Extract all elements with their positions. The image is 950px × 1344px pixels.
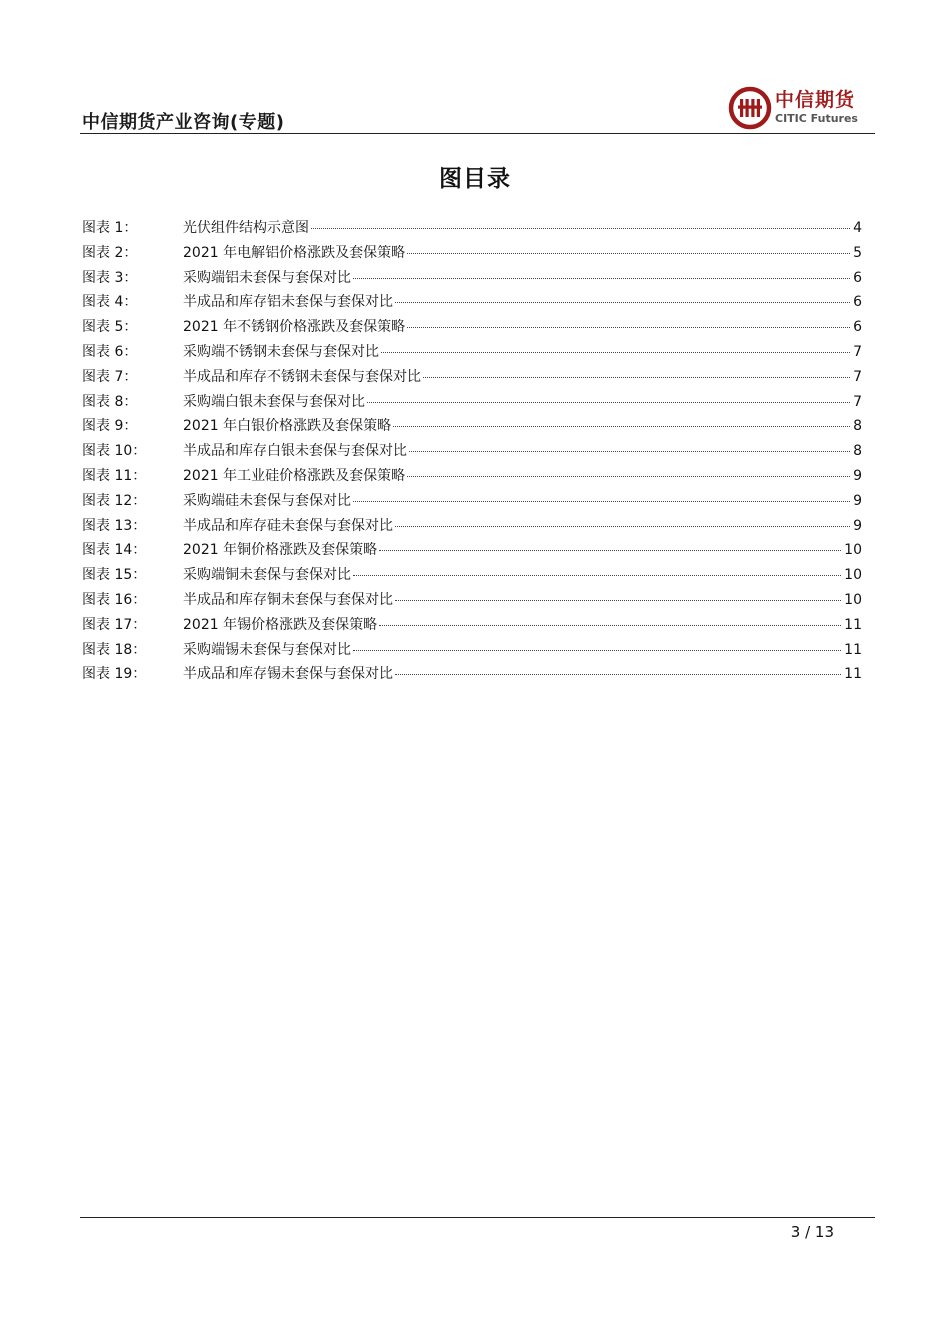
toc-entry[interactable] <box>82 340 862 365</box>
toc-entry-number: 图表 16： <box>82 591 147 608</box>
dot-leader <box>395 674 841 675</box>
header-divider <box>80 133 875 134</box>
dot-leader <box>395 526 850 527</box>
toc-entry-number: 图表 7： <box>82 368 138 385</box>
dot-leader <box>379 550 841 551</box>
toc-entry-title: 采购端铜未套保与套保对比 <box>183 567 351 584</box>
toc-entry[interactable] <box>82 489 862 514</box>
toc-entry-page: 11 <box>844 641 862 658</box>
toc-entry-title: 半成品和库存白银未套保与套保对比 <box>183 443 407 460</box>
toc-entry-title: 2021 年白银价格涨跌及套保策略 <box>183 418 392 435</box>
page-number: 3 / 13 <box>790 1223 834 1241</box>
figure-index-title: 图目录 <box>439 166 511 192</box>
toc-entry-page: 10 <box>844 567 862 584</box>
toc-entry-number: 图表 9： <box>82 418 138 435</box>
toc-entry-title: 2021 年锡价格涨跌及套保策略 <box>183 616 378 633</box>
dot-leader <box>407 476 850 477</box>
logo-english-name: CITIC Futures <box>775 112 858 125</box>
toc-entry-number: 图表 2： <box>82 244 138 261</box>
dot-leader <box>381 352 850 353</box>
toc-entry[interactable] <box>82 315 862 340</box>
dot-leader <box>395 600 841 601</box>
toc-entry-title: 采购端锡未套保与套保对比 <box>183 641 351 658</box>
toc-entry[interactable] <box>82 241 862 266</box>
toc-entry[interactable] <box>82 390 862 415</box>
toc-entry[interactable] <box>82 216 862 241</box>
toc-entry-number: 图表 3： <box>82 269 138 286</box>
toc-entry-title: 半成品和库存硅未套保与套保对比 <box>183 517 393 534</box>
toc-entry-page: 6 <box>853 269 862 286</box>
toc-entry-number: 图表 4： <box>82 294 138 311</box>
toc-entry-title: 半成品和库存铝未套保与套保对比 <box>183 294 393 311</box>
toc-entry-title: 采购端白银未套保与套保对比 <box>183 393 365 410</box>
toc-entry-page: 7 <box>853 393 862 410</box>
toc-entry[interactable] <box>82 290 862 315</box>
toc-entry-title: 采购端不锈钢未套保与套保对比 <box>183 343 379 360</box>
dot-leader <box>353 501 850 502</box>
toc-entry[interactable] <box>82 538 862 563</box>
toc-entry-number: 图表 11： <box>82 467 147 484</box>
toc-entry[interactable] <box>82 563 862 588</box>
toc-entry-title: 光伏组件结构示意图 <box>183 220 309 236</box>
toc-entry-page: 6 <box>853 294 862 311</box>
dot-leader <box>393 426 850 427</box>
toc-entry-number: 图表 5： <box>82 319 138 336</box>
toc-entry-title: 半成品和库存铜未套保与套保对比 <box>183 591 393 608</box>
toc-entry-page: 4 <box>853 220 862 236</box>
toc-entry-page: 7 <box>853 368 862 385</box>
toc-entry-title: 半成品和库存不锈钢未套保与套保对比 <box>183 368 421 385</box>
toc-entry[interactable] <box>82 464 862 489</box>
dot-leader <box>407 327 850 328</box>
toc-entry-number: 图表 19： <box>82 666 147 683</box>
toc-entry-page: 6 <box>853 319 862 336</box>
toc-entry[interactable] <box>82 514 862 539</box>
toc-entry-page: 5 <box>853 244 862 261</box>
toc-entry-number: 图表 13： <box>82 517 147 534</box>
figure-index-list <box>82 216 862 687</box>
toc-entry-number: 图表 1： <box>82 220 138 236</box>
toc-entry-number: 图表 18： <box>82 641 147 658</box>
dot-leader <box>395 302 850 303</box>
dot-leader <box>311 228 850 229</box>
toc-entry-page: 10 <box>844 542 862 559</box>
toc-entry-title: 采购端铝未套保与套保对比 <box>183 269 351 286</box>
toc-entry-title: 2021 年工业硅价格涨跌及套保策略 <box>183 467 406 484</box>
toc-entry[interactable] <box>82 613 862 638</box>
dot-leader <box>353 278 850 279</box>
toc-entry-number: 图表 12： <box>82 492 147 509</box>
toc-entry[interactable] <box>82 588 862 613</box>
toc-entry-title: 2021 年铜价格涨跌及套保策略 <box>183 542 378 559</box>
toc-entry-title: 采购端硅未套保与套保对比 <box>183 492 351 509</box>
logo-chinese-name: 中信期货 <box>775 89 856 111</box>
toc-entry[interactable] <box>82 638 862 663</box>
dot-leader <box>409 451 850 452</box>
toc-entry-number: 图表 10： <box>82 443 147 460</box>
toc-entry-number: 图表 17： <box>82 616 147 633</box>
page-header <box>0 0 950 140</box>
toc-entry-title: 2021 年电解铝价格涨跌及套保策略 <box>183 244 406 261</box>
dot-leader <box>423 377 850 378</box>
toc-entry-page: 8 <box>853 418 862 435</box>
toc-entry[interactable] <box>82 414 862 439</box>
toc-entry[interactable] <box>82 266 862 291</box>
dot-leader <box>379 625 841 626</box>
toc-entry-page: 10 <box>844 591 862 608</box>
toc-entry-number: 图表 6： <box>82 343 138 360</box>
toc-entry-page: 9 <box>853 492 862 509</box>
toc-entry[interactable] <box>82 662 862 687</box>
toc-entry-number: 图表 15： <box>82 567 147 584</box>
dot-leader <box>367 402 850 403</box>
citic-logo-icon <box>728 86 772 130</box>
toc-entry-page: 11 <box>844 616 862 633</box>
dot-leader <box>353 650 841 651</box>
dot-leader <box>353 575 841 576</box>
citic-futures-logo <box>728 86 868 130</box>
toc-entry-page: 7 <box>853 343 862 360</box>
toc-entry-page: 8 <box>853 443 862 460</box>
toc-entry-title: 2021 年不锈钢价格涨跌及套保策略 <box>183 319 406 336</box>
footer-divider <box>80 1217 875 1218</box>
toc-entry-title: 半成品和库存锡未套保与套保对比 <box>183 666 393 683</box>
toc-entry-number: 图表 14： <box>82 542 147 559</box>
toc-entry-page: 9 <box>853 517 862 534</box>
toc-entry[interactable] <box>82 439 862 464</box>
report-series-title: 中信期货产业咨询(专题) <box>82 112 285 133</box>
dot-leader <box>407 253 850 254</box>
toc-entry-page: 11 <box>844 666 862 683</box>
toc-entry[interactable] <box>82 365 862 390</box>
toc-entry-number: 图表 8： <box>82 393 138 410</box>
toc-entry-page: 9 <box>853 467 862 484</box>
